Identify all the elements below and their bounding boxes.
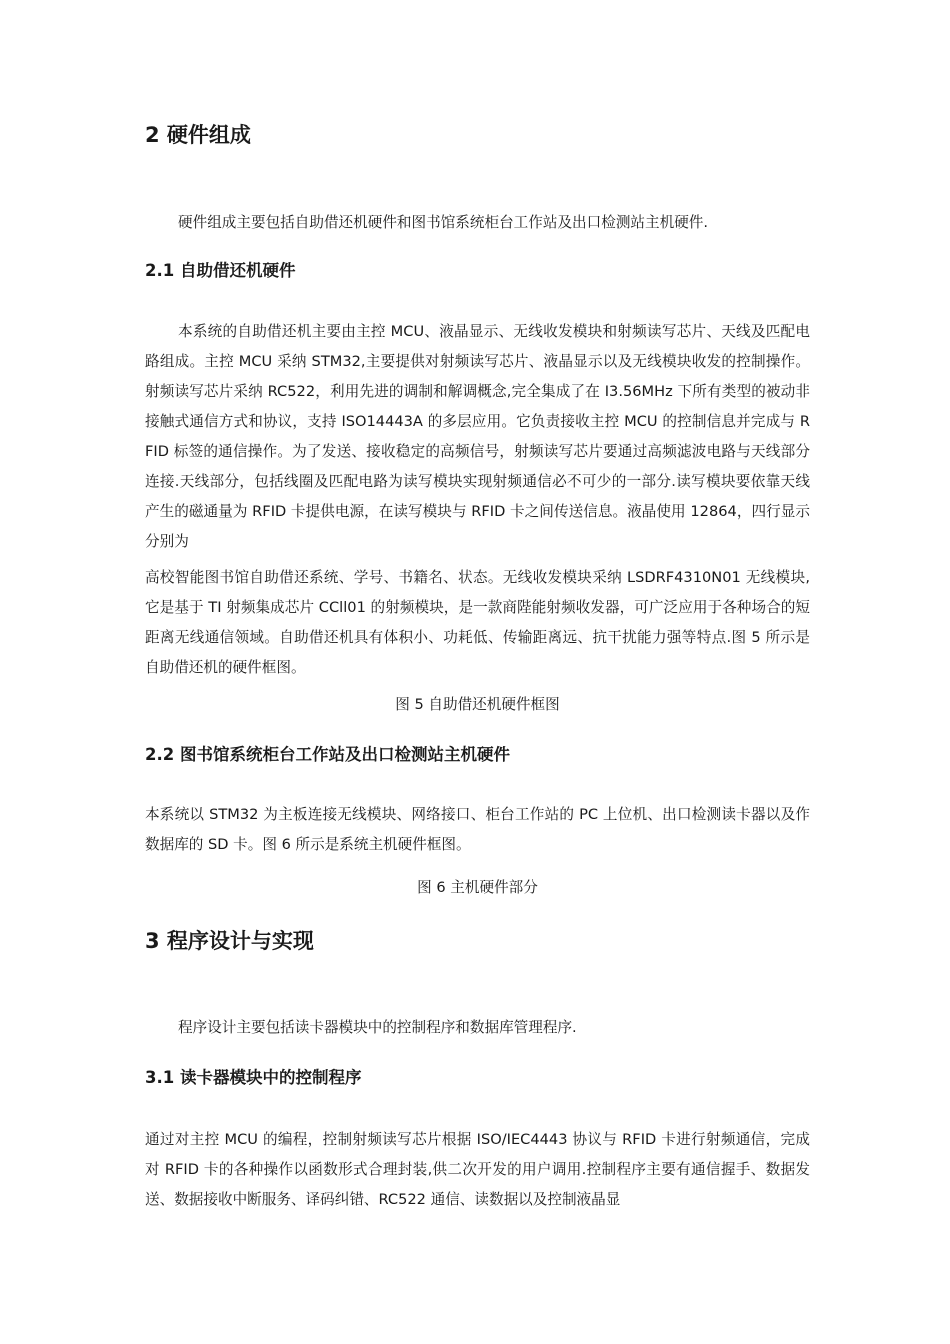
section-3-1-heading: 3.1 读卡器模块中的控制程序	[145, 1068, 362, 1087]
figure-5-caption: 图 5 自助借还机硬件框图	[395, 696, 560, 713]
section-2-1-heading: 2.1 自助借还机硬件	[145, 261, 296, 280]
section-2-2-paragraph-1: 本系统以 STM32 为主板连接无线模块、网络接口、柜台工作站的 PC 上位机、出口检测读卡器以及作数据库的 SD 卡。图 6 所示是系统主机硬件框图。	[145, 806, 810, 853]
section-2-1-paragraph-2: 高校智能图书馆自助借还系统、学号、书籍名、状态。无线收发模块采纳 LSDRF4310N01 无线模块,它是基于 TI 射频集成芯片 CCll01 的射频模块，是一款商陛能射频收发器，可广泛应用于各种场合的短距离无线通信领域。自助借还机具有体积小、功耗低、传输距离远、抗干扰能力强等特点.图 5 所示是自助借还机的硬件框图。	[145, 569, 810, 676]
section-2-1-paragraph-1: 本系统的自助借还机主要由主控 MCU、液晶显示、无线收发模块和射频读写芯片、天线及匹配电路组成。主控 MCU 采纳 STM32,主要提供对射频读写芯片、液晶显示以及无线模块收发的控制操作。射频读写芯片采纳 RC522，利用先进的调制和解调概念,完全集成了在 I3.56MHz 下所有类型的被动非接触式通信方式和协议，支持 ISO14443A 的多层应用。它负责接收主控 MCU 的控制信息并完成与 RFID 标签的通信操作。为了发送、接收稳定的高频信号，射频读写芯片要通过高频滤波电路与天线部分连接.天线部分，包括线圈及匹配电路为读写模块实现射频通信必不可少的一部分.读写模块要依靠天线产生的磁通量为 RFID 卡提供电源，在读写模块与 RFID 卡之间传送信息。液晶使用 12864，四行显示分别为	[145, 323, 810, 550]
section-2-heading: 2 硬件组成	[145, 123, 251, 147]
section-2-2-heading: 2.2 图书馆系统柜台工作站及出口检测站主机硬件	[145, 745, 510, 764]
figure-6-caption: 图 6 主机硬件部分	[417, 879, 538, 896]
section-3-1-paragraph-1: 通过对主控 MCU 的编程，控制射频读写芯片根据 ISO/IEC4443 协议与 RFID 卡进行射频通信，完成对 RFID 卡的各种操作以函数形式合理封装,供二次开发的用户调用.控制程序主要有通信握手、数据发送、数据接收中断服务、译码纠错、RC522 通信、读数据以及控制液晶显	[145, 1131, 810, 1208]
section-2-intro: 硬件组成主要包括自助借还机硬件和图书馆系统柜台工作站及出口检测站主机硬件.	[178, 214, 709, 231]
section-3-intro: 程序设计主要包括读卡器模块中的控制程序和数据库管理程序.	[178, 1019, 577, 1036]
section-3-heading: 3 程序设计与实现	[145, 929, 314, 953]
